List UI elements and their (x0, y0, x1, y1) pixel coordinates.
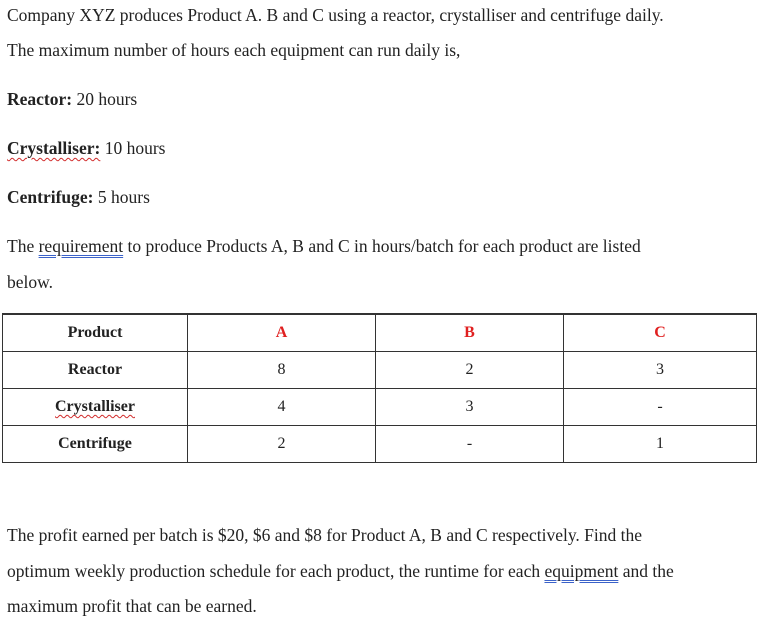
limit-crystalliser-label: Crystalliser: (7, 138, 101, 158)
intro-line-2: The maximum number of hours each equipment can run daily is, (7, 40, 461, 60)
question-line-3: maximum profit that can be earned. (7, 596, 257, 616)
table-cell: 3 (564, 352, 757, 389)
question-line-2 (7, 560, 674, 582)
table-cell: 3 (376, 389, 564, 426)
requirement-line-2: below. (7, 272, 54, 292)
requirements-table (2, 313, 757, 463)
table-cell: 1 (564, 426, 757, 463)
table-cell: 2 (188, 426, 376, 463)
table-cell: 8 (188, 352, 376, 389)
question-line-1: The profit earned per batch is $20, $6 and $8 for Product A, B and C respectively. Find the (7, 525, 643, 545)
limit-reactor (7, 88, 137, 110)
table-row (3, 352, 757, 389)
header-b: B (376, 314, 564, 352)
header-c: C (564, 314, 757, 352)
header-a: A (188, 314, 376, 352)
limit-crystalliser (7, 137, 165, 159)
question-line-2-post: and the (618, 561, 674, 581)
row-label: Reactor (3, 352, 188, 389)
intro-line-1: Company XYZ produces Product A. B and C using a reactor, crystalliser and centrifuge daily. (7, 5, 664, 25)
limit-reactor-value: 20 hours (72, 89, 138, 109)
table-cell: 2 (376, 352, 564, 389)
table-cell: 4 (188, 389, 376, 426)
requirement-word: requirement (38, 236, 124, 256)
header-product: Product (3, 314, 188, 352)
question-line-2-word: equipment (544, 561, 619, 581)
requirement-pre: The (7, 236, 39, 256)
limit-reactor-label: Reactor: (7, 89, 73, 109)
table-cell: - (564, 389, 757, 426)
question-line-2-pre: optimum weekly production schedule for each product, the runtime for each (7, 561, 545, 581)
table-row (3, 426, 757, 463)
limit-centrifuge (7, 186, 150, 208)
limit-crystalliser-value: 10 hours (100, 138, 166, 158)
requirement-line-1 (7, 235, 641, 257)
limit-centrifuge-label: Centrifuge: (7, 187, 94, 207)
row-label-text: Crystalliser (55, 398, 135, 415)
table-cell: - (376, 426, 564, 463)
requirement-post: to produce Products A, B and C in hours/batch for each product are listed (123, 236, 641, 256)
table-row (3, 389, 757, 426)
limit-centrifuge-value: 5 hours (93, 187, 150, 207)
row-label (3, 389, 188, 426)
table-header-row (3, 314, 757, 352)
row-label: Centrifuge (3, 426, 188, 463)
